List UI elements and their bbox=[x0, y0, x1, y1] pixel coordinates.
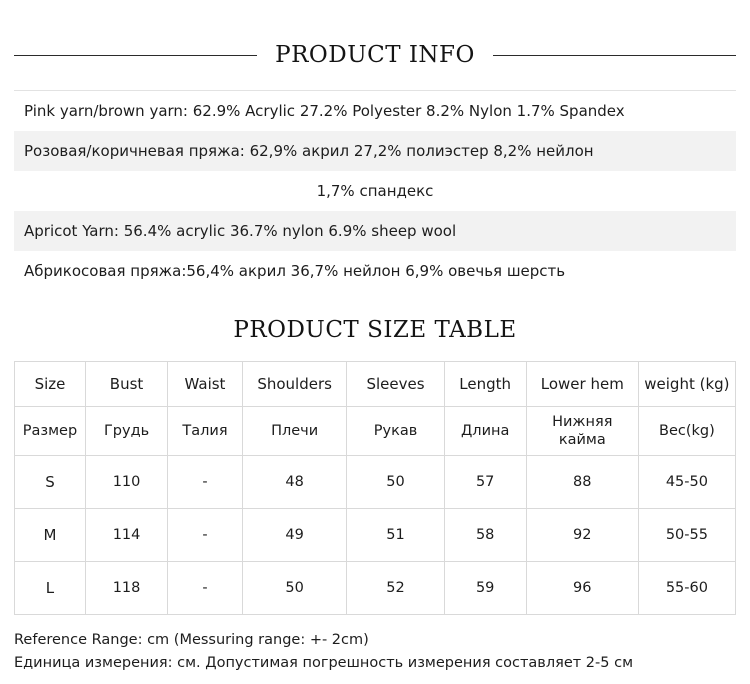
cell-sleeves: 52 bbox=[347, 562, 444, 615]
cell-lower-hem: 96 bbox=[526, 562, 638, 615]
column-header-ru: Длина bbox=[444, 407, 526, 456]
column-header-ru: Плечи bbox=[242, 407, 347, 456]
cell-weight: 45-50 bbox=[638, 456, 735, 509]
cell-waist: - bbox=[168, 509, 243, 562]
column-header-ru: Талия bbox=[168, 407, 243, 456]
info-row bbox=[14, 251, 736, 291]
info-row-text: Абрикосовая пряжа:56,4% акрил 36,7% нейлон 6,9% овечья шерсть bbox=[24, 261, 566, 280]
measurement-note-ru: Единица измерения: см. Допустимая погрешность измерения составляет 2-5 см bbox=[14, 655, 634, 672]
cell-waist: - bbox=[168, 456, 243, 509]
cell-size: M bbox=[15, 509, 86, 562]
info-row-text: 1,7% спандекс bbox=[316, 181, 434, 200]
cell-weight: 50-55 bbox=[638, 509, 735, 562]
column-header-ru: Нижняя кайма bbox=[526, 407, 638, 456]
product-size-table-title: PRODUCT SIZE TABLE bbox=[233, 317, 517, 343]
cell-length: 58 bbox=[444, 509, 526, 562]
info-row-text: Розовая/коричневая пряжа: 62,9% акрил 27,2% полиэстер 8,2% нейлон bbox=[24, 141, 594, 160]
column-header-ru: Рукав bbox=[347, 407, 444, 456]
column-header: Shoulders bbox=[242, 362, 347, 407]
cell-sleeves: 50 bbox=[347, 456, 444, 509]
info-row bbox=[14, 131, 736, 171]
column-header: Lower hem bbox=[526, 362, 638, 407]
column-header-ru: Вес(kg) bbox=[638, 407, 735, 456]
table-header-row-ru bbox=[15, 407, 736, 456]
cell-weight: 55-60 bbox=[638, 562, 735, 615]
product-info-rows bbox=[14, 90, 736, 291]
info-row-text: Apricot Yarn: 56.4% acrylic 36.7% nylon 6.9% sheep wool bbox=[24, 221, 457, 240]
info-row bbox=[14, 171, 736, 211]
cell-length: 57 bbox=[444, 456, 526, 509]
cell-shoulders: 50 bbox=[242, 562, 347, 615]
column-header-ru: Размер bbox=[15, 407, 86, 456]
column-header: Sleeves bbox=[347, 362, 444, 407]
cell-lower-hem: 92 bbox=[526, 509, 638, 562]
cell-length: 59 bbox=[444, 562, 526, 615]
column-header-ru: Грудь bbox=[85, 407, 167, 456]
cell-bust: 118 bbox=[85, 562, 167, 615]
measurement-notes bbox=[14, 629, 736, 675]
info-row bbox=[14, 91, 736, 131]
cell-lower-hem: 88 bbox=[526, 456, 638, 509]
cell-shoulders: 49 bbox=[242, 509, 347, 562]
cell-shoulders: 48 bbox=[242, 456, 347, 509]
table-row bbox=[15, 509, 736, 562]
column-header: Size bbox=[15, 362, 86, 407]
table-row bbox=[15, 562, 736, 615]
cell-size: S bbox=[15, 456, 86, 509]
column-header: Waist bbox=[168, 362, 243, 407]
size-table bbox=[14, 361, 736, 615]
column-header: weight (kg) bbox=[638, 362, 735, 407]
cell-sleeves: 51 bbox=[347, 509, 444, 562]
cell-bust: 110 bbox=[85, 456, 167, 509]
info-row-text: Pink yarn/brown yarn: 62.9% Acrylic 27.2% Polyester 8.2% Nylon 1.7% Spandex bbox=[24, 101, 625, 120]
column-header: Bust bbox=[85, 362, 167, 407]
product-info-heading bbox=[14, 0, 736, 68]
cell-size: L bbox=[15, 562, 86, 615]
info-row bbox=[14, 211, 736, 251]
measurement-note-en: Reference Range: cm (Messuring range: +- 2cm) bbox=[14, 632, 369, 649]
cell-bust: 114 bbox=[85, 509, 167, 562]
table-row bbox=[15, 456, 736, 509]
column-header: Length bbox=[444, 362, 526, 407]
product-info-title: PRODUCT INFO bbox=[275, 42, 475, 68]
heading-rule-left bbox=[14, 55, 257, 56]
cell-waist: - bbox=[168, 562, 243, 615]
table-header-row-en bbox=[15, 362, 736, 407]
heading-rule-right bbox=[493, 55, 736, 56]
